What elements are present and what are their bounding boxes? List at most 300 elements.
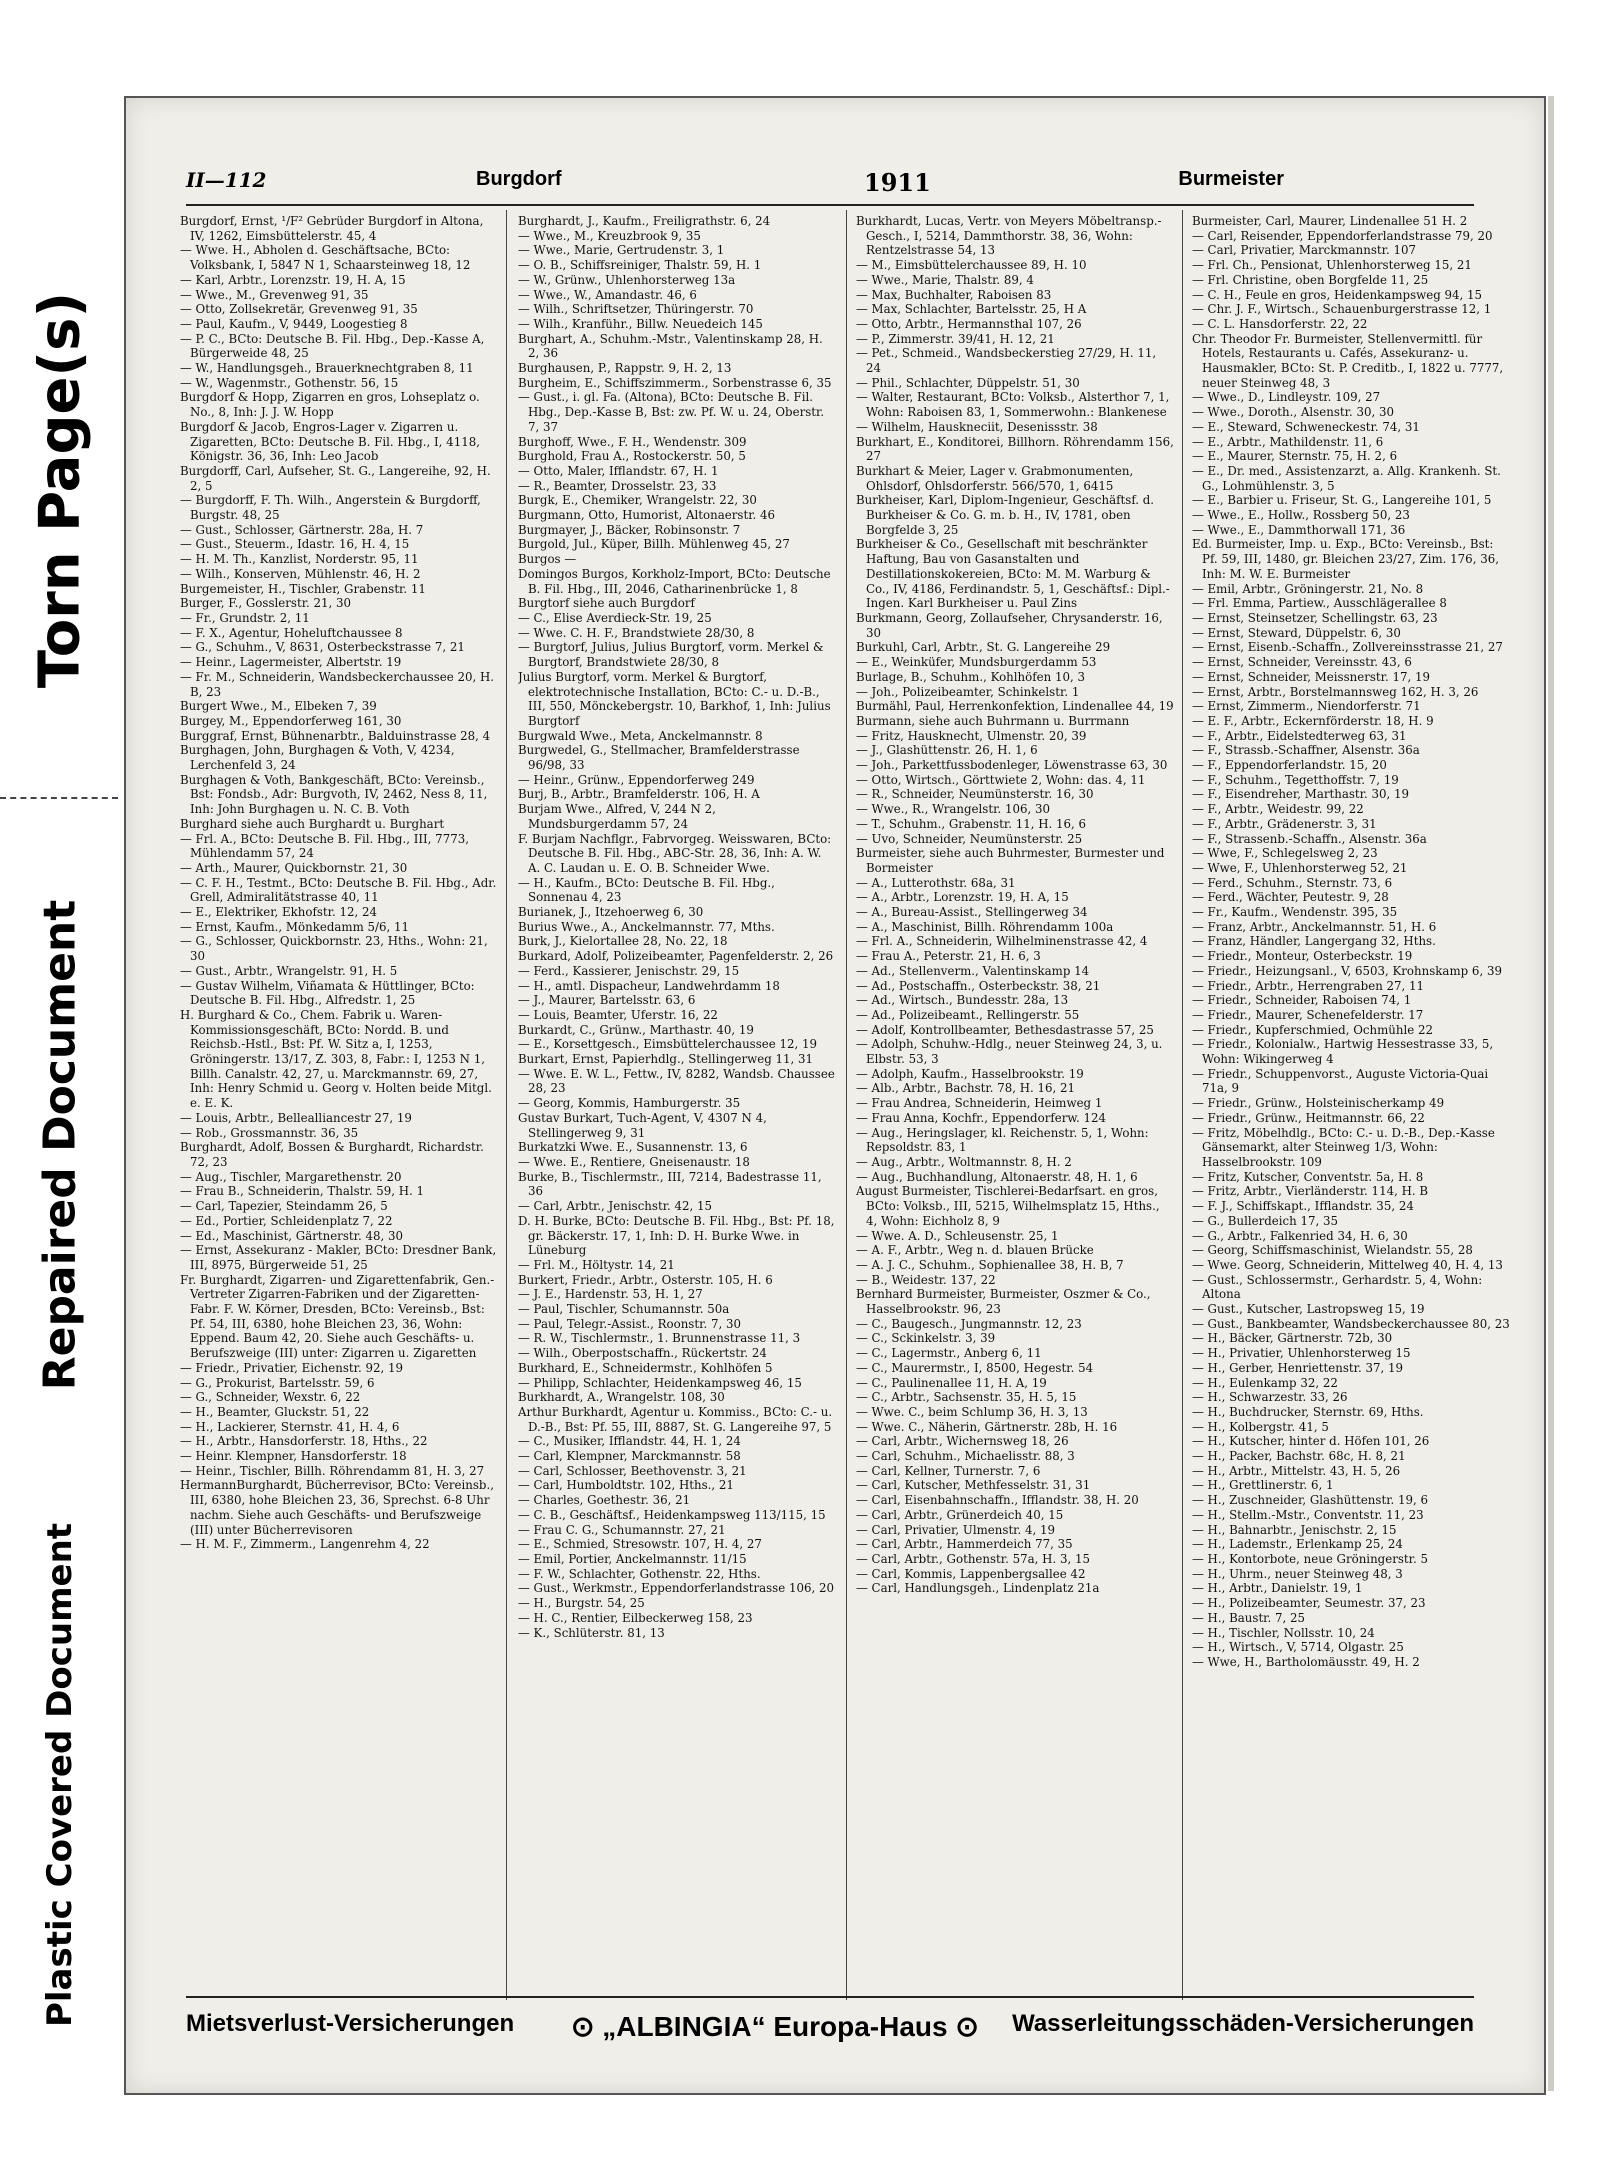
directory-entry: — H., Arbtr., Danielstr. 19, 1 — [1192, 1581, 1363, 1596]
directory-entry: Burgdorf, Ernst, ¹/F² Gebrüder Burgdorf in Altona, IV, 1262, Eimsbüttelerstr. 45, 4 — [180, 214, 484, 243]
directory-entry: — P., Zimmerstr. 39/41, H. 12, 21 — [856, 331, 1055, 346]
directory-entry: — Friedr., Privatier, Eichenstr. 92, 19 — [180, 1360, 403, 1375]
directory-entry: — H., Lackierer, Sternstr. 41, H. 4, 6 — [180, 1419, 400, 1434]
directory-entry: — Karl, Arbtr., Lorenzstr. 19, H. A, 15 — [180, 272, 406, 287]
directory-entry: — C., Lagermstr., Anberg 6, 11 — [856, 1346, 1042, 1361]
directory-entry: — Heinr. Klempner, Hansdorferstr. 18 — [180, 1449, 407, 1464]
directory-entry: Burk, J., Kielortallee 28, No. 22, 18 — [518, 934, 728, 949]
directory-entry: — Chr. J. F., Wirtsch., Schauenburgerstrasse 12, 1 — [1192, 302, 1492, 317]
directory-entry: — Rob., Grossmannstr. 36, 35 — [180, 1125, 359, 1140]
directory-entry: — Emil, Portier, Anckelmannstr. 11/15 — [518, 1551, 747, 1566]
directory-entry: — Heinr., Grünw., Eppendorferweg 249 — [518, 772, 755, 787]
page-number: II—112 — [186, 168, 267, 192]
directory-entry: — H., Wirtsch., V, 5714, Olgastr. 25 — [1192, 1640, 1404, 1655]
directory-entry: Burghausen, P., Rappstr. 9, H. 2, 13 — [518, 361, 732, 376]
footer-rule — [186, 1996, 1474, 1998]
directory-entry: — H., Tischler, Nollsstr. 10, 24 — [1192, 1625, 1375, 1640]
directory-entry: — C., Musiker, Ifflandstr. 44, H. 1, 24 — [518, 1434, 741, 1449]
directory-page — [124, 96, 1546, 2095]
directory-entry: Burgold, Jul., Küper, Billh. Mühlenweg 45, 27 — [518, 537, 790, 552]
directory-entry: — Fritz, Arbtr., Vierländerstr. 114, H. B — [1192, 1184, 1429, 1199]
directory-entry: — Adolf, Kontrollbeamter, Bethesdastrasse 57, 25 — [856, 1022, 1154, 1037]
directory-entry: Burghard siehe auch Burghardt u. Burghart — [180, 816, 445, 831]
directory-entry: — Philipp, Schlachter, Heidenkampsweg 46, 15 — [518, 1375, 802, 1390]
directory-entry: — Carl, Tapezier, Steindamm 26, 5 — [180, 1199, 388, 1214]
directory-entry: — Aug., Heringslager, kl. Reichenstr. 5, 1, Wohn: Repsoldstr. 83, 1 — [856, 1125, 1149, 1155]
directory-entry: Burmeister, Carl, Maurer, Lindenallee 51 H. 2 — [1192, 214, 1468, 228]
directory-entry: Burgdorff, Carl, Aufseher, St. G., Langereihe, 92, H. 2, 5 — [180, 463, 491, 493]
directory-entry: — Charles, Goethestr. 36, 21 — [518, 1493, 691, 1508]
directory-entry: — Carl, Schlosser, Beethovenstr. 3, 21 — [518, 1463, 747, 1478]
directory-entry: — H. M. Th., Kanzlist, Norderstr. 95, 11 — [180, 552, 419, 567]
repaired-document-label: Repaired Document — [34, 899, 86, 1391]
directory-entry: Chr. Theodor Fr. Burmeister, Stellenvermittl. für Hotels, Restaurants u. Cafés, Assekuranz- u. Hausmakler, BCto: St. P. Creditb., I, 1822 u. 7777, neuer Steinweg 48, 3 — [1192, 331, 1504, 390]
directory-entry: — Friedr., Grünw., Heitmannstr. 66, 22 — [1192, 1110, 1425, 1125]
directory-entry: — R. W., Tischlermstr., 1. Brunnenstrasse 11, 3 — [518, 1331, 801, 1346]
directory-entry: Burgos — — [518, 552, 577, 567]
directory-entry: — Friedr., Monteur, Osterbeckstr. 19 — [1192, 949, 1413, 964]
directory-entry: — Fritz, Hausknecht, Ulmenstr. 20, 39 — [856, 728, 1087, 743]
directory-entry: Burjam Wwe., Alfred, V, 244 N 2, Mundsburgerdamm 57, 24 — [518, 802, 716, 831]
directory-entry: — Alb., Arbtr., Bachstr. 78, H. 16, 21 — [856, 1081, 1076, 1096]
directory-column-2 — [518, 214, 836, 2074]
directory-entry: — J., Maurer, Bartelsstr. 63, 6 — [518, 993, 696, 1008]
directory-entry: — Ferd., Kassierer, Jenischstr. 29, 15 — [518, 963, 740, 978]
directory-entry: Burkart, Ernst, Papierhdlg., Stellingerweg 11, 31 — [518, 1052, 814, 1067]
directory-entry: Burgmann, Otto, Humorist, Altonaerstr. 46 — [518, 508, 776, 523]
directory-entry: — F., Eppendorferlandstr. 15, 20 — [1192, 758, 1387, 773]
directory-entry: — Friedr., Maurer, Schenefelderstr. 17 — [1192, 1007, 1424, 1022]
directory-entry: — Carl, Privatier, Marckmannstr. 107 — [1192, 243, 1416, 258]
directory-entry: — A., Lutterothstr. 68a, 31 — [856, 875, 1016, 890]
directory-entry: Burghart, A., Schuhm.-Mstr., Valentinskamp 28, H. 2, 36 — [518, 331, 823, 361]
directory-entry: — Ernst, Steinsetzer, Schellingstr. 63, 23 — [1192, 610, 1438, 625]
directory-entry: — Ad., Polizeibeamt., Rellingerstr. 55 — [856, 1007, 1080, 1022]
directory-entry: — Aug., Arbtr., Woltmannstr. 8, H. 2 — [856, 1155, 1072, 1169]
directory-entry: — Wwe. E., Rentiere, Gneisenaustr. 18 — [518, 1155, 750, 1169]
directory-entry: — P. C., BCto: Deutsche B. Fil. Hbg., Dep.-Kasse A, Bürgerweide 48, 25 — [180, 331, 485, 361]
directory-entry: — Wwe., Marie, Thalstr. 89, 4 — [856, 272, 1034, 287]
directory-entry: — H., amtl. Dispacheur, Landwehrdamm 18 — [518, 978, 780, 993]
directory-entry: — H., Buchdrucker, Sternstr. 69, Hths. — [1192, 1404, 1424, 1419]
directory-entry: — J. E., Hardenstr. 53, H. 1, 27 — [518, 1287, 703, 1302]
directory-entry: Burkhart, E., Konditorei, Billhorn. Röhrendamm 156, 27 — [856, 434, 1174, 464]
directory-entry: — F. X., Agentur, Hoheluftchaussee 8 — [180, 625, 403, 640]
directory-entry: — Frau Andrea, Schneiderin, Heimweg 1 — [856, 1096, 1103, 1111]
directory-entry: Burkhard, E., Schneidermstr., Kohlhöfen 5 — [518, 1360, 773, 1375]
directory-entry: — H., Eulenkamp 32, 22 — [1192, 1375, 1338, 1390]
directory-entry: — Carl, Kellner, Turnerstr. 7, 6 — [856, 1463, 1041, 1478]
directory-entry: Burkhardt, A., Wrangelstr. 108, 30 — [518, 1390, 725, 1405]
directory-entry: — G., Bullerdeich 17, 35 — [1192, 1213, 1339, 1228]
directory-entry: — Franz, Arbtr., Anckelmannstr. 51, H. 6 — [1192, 919, 1437, 934]
directory-entry: — E., Dr. med., Assistenzarzt, a. Allg. Krankenh. St. G., Lohmühlenstr. 3, 5 — [1192, 463, 1501, 493]
directory-entry: — Frau B., Schneiderin, Thalstr. 59, H. 1 — [180, 1184, 425, 1199]
directory-entry: — C., Paulinenallee 11, H. A, 19 — [856, 1375, 1047, 1390]
directory-entry: Julius Burgtorf, vorm. Merkel & Burgtorf, elektrotechnische Installation, BCto: C.- u. D.-B., III, 550, Mönckebergstr. 10, Barkhof, 1, Inh: Julius Burgtorf — [518, 669, 831, 728]
directory-entry: — Wwe, F., Uhlenhorsterweg 52, 21 — [1192, 860, 1408, 875]
directory-entry: Burgert Wwe., M., Elbeken 7, 39 — [180, 699, 377, 714]
directory-entry: — Franz, Händler, Langergang 32, Hths. — [1192, 934, 1436, 949]
directory-entry: — Fr., Kaufm., Wendenstr. 395, 35 — [1192, 905, 1398, 920]
directory-entry: — Max, Buchhalter, Raboisen 83 — [856, 287, 1052, 302]
directory-entry: — Wwe, F., Schlegelsweg 2, 23 — [1192, 846, 1378, 861]
directory-entry: — F., Arbtr., Grädenerstr. 3, 31 — [1192, 816, 1377, 831]
directory-entry: — Carl, Kommis, Lappenbergsallee 42 — [856, 1566, 1086, 1581]
directory-entry: Burgk, E., Chemiker, Wrangelstr. 22, 30 — [518, 493, 757, 508]
directory-entry: D. H. Burke, BCto: Deutsche B. Fil. Hbg., Bst: Pf. 18, gr. Bäckerstr. 17, 1, Inh: D. H. Burke Wwe. in Lüneburg — [518, 1213, 835, 1258]
directory-entry: Fr. Burghardt, Zigarren- und Zigarettenfabrik, Gen.-Vertreter Zigarren-Fabriken und der Zigaretten-Fabr. F. W. Körner, Dresden, BCto: Vereinsb., Bst: Pf. 54, III, 6380, hohe Bleichen 23, 36, Wohn: Eppend. Baum 42, 20. Siehe auch Geschäfts- u. Berufszweige (III) unter: Zigarren u. Zigaretten — [180, 1272, 495, 1361]
directory-entry: — Aug., Tischler, Margarethenstr. 20 — [180, 1169, 402, 1184]
page-edge — [1548, 96, 1554, 2091]
directory-entry: — Ernst, Schneider, Vereinsstr. 43, 6 — [1192, 655, 1412, 670]
directory-entry: — M., Eimsbüttelerchaussee 89, H. 10 — [856, 258, 1087, 273]
directory-column-4 — [1192, 214, 1510, 2074]
directory-entry: — E., Arbtr., Mathildenstr. 11, 6 — [1192, 434, 1384, 449]
directory-entry: — Frl. Ch., Pensionat, Uhlenhorsterweg 15, 21 — [1192, 258, 1472, 273]
directory-entry: — H., Kutscher, hinter d. Höfen 101, 26 — [1192, 1434, 1430, 1449]
directory-entry: — Adolph, Schuhw.-Hdlg., neuer Steinweg 24, 3, u. Elbstr. 53, 3 — [856, 1037, 1163, 1067]
header-last-entry: Burmeister — [1178, 168, 1284, 190]
directory-entry: — G., Schuhm., V, 8631, Osterbeckstrasse 7, 21 — [180, 640, 465, 655]
directory-entry: Burghagen, John, Burghagen & Voth, V, 4234, Lerchenfeld 3, 24 — [180, 743, 455, 773]
directory-entry: — C. H., Feule en gros, Heidenkampsweg 94, 15 — [1192, 287, 1483, 302]
footer-ad-right: Wasserleitungsschäden-Versicherungen — [1012, 2010, 1474, 2037]
directory-entry: HermannBurghardt, Bücherrevisor, BCto: Vereinsb., III, 6380, hohe Bleichen 23, 36, Sprechst. 6-8 Uhr nachm. Siehe auch Geschäfts- und Berufszweige (III) unter Bücherrevisoren — [180, 1478, 494, 1537]
directory-entry: Burgdorf & Hopp, Zigarren en gros, Lohseplatz o. No., 8, Inh: J. J. W. Hopp — [180, 390, 480, 420]
directory-entry: — E., Elektriker, Ekhofstr. 12, 24 — [180, 905, 378, 920]
directory-entry: — C., Elise Averdieck-Str. 19, 25 — [518, 610, 712, 625]
directory-entry: — K., Schlüterstr. 81, 13 — [518, 1625, 665, 1640]
directory-entry: — Wwe. H., Abholen d. Geschäftsache, BCto: Volksbank, I, 5847 N 1, Schaarsteinweg 18, 12 — [180, 243, 471, 273]
directory-entry: — H., Bahnarbtr., Jenischstr. 2, 15 — [1192, 1522, 1397, 1537]
directory-entry: — Fr. M., Schneiderin, Wandsbeckerchaussee 20, H. B, 23 — [180, 669, 495, 699]
directory-entry: — A. F., Arbtr., Weg n. d. blauen Brücke — [856, 1243, 1094, 1258]
directory-entry: — H., Lademstr., Erlenkamp 25, 24 — [1192, 1537, 1403, 1552]
directory-entry: Burkheiser & Co., Gesellschaft mit beschränkter Haftung, Bau von Gasanstalten und Destillationskokereien, BCto: M. M. Warburg & Co., IV, 4186, Ferdinandstr. 5, 1, Geschäftsf.: Dipl.-Ingen. Karl Burkheiser u. Paul Zins — [856, 537, 1170, 611]
directory-entry: Burgwald Wwe., Meta, Anckelmannstr. 8 — [518, 728, 763, 743]
directory-entry: Ed. Burmeister, Imp. u. Exp., BCto: Vereinsb., Bst: Pf. 59, III, 1480, gr. Bleichen 23/27, Zim. 176, 36, Inh: M. W. E. Burmeister — [1192, 537, 1499, 581]
directory-entry: Burgdorf & Jacob, Engros-Lager v. Zigarren u. Zigaretten, BCto: Deutsche B. Fil. Hbg., I, 4118, Königstr. 36, 36, Inh: Leo Jacob — [180, 419, 480, 464]
directory-entry: — Otto, Zollsekretär, Grevenweg 91, 35 — [180, 302, 418, 317]
directory-entry: — H., Beamter, Gluckstr. 51, 22 — [180, 1404, 370, 1419]
directory-entry: Burke, B., Tischlermstr., III, 7214, Badestrasse 11, 36 — [518, 1169, 822, 1199]
directory-entry: — Paul, Tischler, Schumannstr. 50a — [518, 1302, 730, 1317]
directory-entry: — W., Wagenmstr., Gothenstr. 56, 15 — [180, 375, 399, 390]
directory-entry: — Otto, Maler, Ifflandstr. 67, H. 1 — [518, 463, 719, 478]
directory-entry: — Louis, Beamter, Uferstr. 16, 22 — [518, 1007, 718, 1022]
directory-entry: — C. F. H., Testmt., BCto: Deutsche B. Fil. Hbg., Adr. Grell, Admiralitätstrasse 40, 11 — [180, 875, 497, 905]
directory-entry: — Friedr., Heizungsanl., V, 6503, Krohnskamp 6, 39 — [1192, 963, 1502, 978]
footer-ad-middle: ⊙ „ALBINGIA“ Europa-Haus ⊙ — [571, 2011, 979, 2042]
directory-entry: — Wwe., M., Grevenweg 91, 35 — [180, 287, 369, 302]
directory-entry: Burgemeister, H., Tischler, Grabenstr. 11 — [180, 581, 426, 596]
directory-entry: — Gustav Wilhelm, Viñamata & Hüttlinger, BCto: Deutsche B. Fil. Hbg., Alfredstr. 1, 25 — [180, 978, 475, 1008]
directory-entry: — Frau Anna, Kochfr., Eppendorferw. 124 — [856, 1110, 1107, 1125]
column-rule — [506, 210, 507, 2000]
directory-entry: Burggraf, Ernst, Bühnenarbtr., Balduinstrasse 28, 4 — [180, 728, 491, 743]
directory-entry: — Ernst, Assekuranz - Makler, BCto: Dresdner Bank, III, 8975, Bürgerweide 51, 25 — [180, 1243, 497, 1272]
directory-entry: — Wwe., W., Amandastr. 46, 6 — [518, 287, 697, 302]
directory-entry: — H., Kontorbote, neue Gröningerstr. 5 — [1192, 1551, 1428, 1566]
column-rule — [1182, 210, 1183, 2000]
directory-entry: — G., Prokurist, Bartelsstr. 59, 6 — [180, 1375, 375, 1390]
directory-entry: — Uvo, Schneider, Neumünsterstr. 25 — [856, 831, 1083, 846]
directory-entry: — Gust., Bankbeamter, Wandsbeckerchaussee 80, 23 — [1192, 1316, 1510, 1331]
directory-entry: — G., Schneider, Wexstr. 6, 22 — [180, 1390, 361, 1405]
directory-entry: Arthur Burkhardt, Agentur u. Kommiss., BCto: C.- u. D.-B., Bst: Pf. 55, III, 8887, St. G. Langereihe 97, 5 — [518, 1404, 833, 1434]
directory-entry: — Gust., Kutscher, Lastropsweg 15, 19 — [1192, 1302, 1425, 1317]
directory-entry: — H., Kaufm., BCto: Deutsche B. Fil. Hbg., Sonnenau 4, 23 — [518, 875, 775, 905]
directory-entry: — Ernst, Arbtr., Borstelmannsweg 162, H. 3, 26 — [1192, 684, 1479, 699]
directory-entry: — Louis, Arbtr., Bellealliancestr 27, 19 — [180, 1110, 412, 1125]
directory-entry: — Frl. A., BCto: Deutsche B. Fil. Hbg., III, 7773, Mühlendamm 57, 24 — [180, 831, 469, 861]
directory-entry: — Wwe., R., Wrangelstr. 106, 30 — [856, 802, 1050, 817]
directory-entry: — C., Baugesch., Jungmannstr. 12, 23 — [856, 1316, 1082, 1331]
directory-entry: — Paul, Telegr.-Assist., Roonstr. 7, 30 — [518, 1316, 741, 1331]
directory-entry: Burgwedel, G., Stellmacher, Bramfelderstrasse 96/98, 33 — [518, 743, 800, 773]
directory-entry: — Wwe. C., beim Schlump 36, H. 3, 13 — [856, 1404, 1088, 1419]
directory-entry: — Joh., Polizeibeamter, Schinkelstr. 1 — [856, 684, 1080, 699]
directory-entry: Burghoff, Wwe., F. H., Wendenstr. 309 — [518, 434, 747, 449]
sidebar-divider — [0, 797, 118, 799]
directory-entry: — Heinr., Lagermeister, Albertstr. 19 — [180, 655, 402, 670]
directory-entry: — F., Arbtr., Weidestr. 99, 22 — [1192, 802, 1364, 817]
directory-entry: — Ad., Wirtsch., Bundesstr. 28a, 13 — [856, 993, 1069, 1008]
directory-entry: — H., Schwarzestr. 33, 26 — [1192, 1390, 1348, 1405]
directory-entry: — Carl, Humboldtstr. 102, Hths., 21 — [518, 1478, 734, 1493]
directory-entry: Burgheim, E., Schiffszimmerm., Sorbenstrasse 6, 35 — [518, 375, 832, 390]
column-rule — [846, 210, 847, 2000]
directory-entry: — Gust., Schlossermstr., Gerhardstr. 5, 4, Wohn: Altona — [1192, 1272, 1483, 1302]
directory-entry: — Carl, Klempner, Marckmannstr. 58 — [518, 1449, 741, 1464]
directory-entry: — Frl. A., Schneiderin, Wilhelminenstrasse 42, 4 — [856, 934, 1148, 949]
directory-entry: — Wwe, H., Bartholomäusstr. 49, H. 2 — [1192, 1654, 1420, 1669]
directory-entry: — Wwe. C., Näherin, Gärtnerstr. 28b, H. 16 — [856, 1419, 1118, 1434]
directory-entry: — F., Eisendreher, Marthastr. 30, 19 — [1192, 787, 1410, 802]
directory-entry: — Ad., Postschaffn., Osterbeckstr. 38, 21 — [856, 978, 1101, 993]
directory-entry: — E. F., Arbtr., Eckernförderstr. 18, H. 9 — [1192, 713, 1434, 728]
directory-entry: — Friedr., Arbtr., Herrengraben 27, 11 — [1192, 978, 1425, 993]
directory-entry: — H., Privatier, Uhlenhorsterweg 15 — [1192, 1346, 1411, 1361]
directory-entry: — Carl, Privatier, Ulmenstr. 4, 19 — [856, 1522, 1056, 1537]
directory-entry: — Carl, Kutscher, Methfesselstr. 31, 31 — [856, 1478, 1091, 1493]
directory-entry: — Fritz, Möbelhdlg., BCto: C.- u. D.-B., Dep.-Kasse Gänsemarkt, alter Steinweg 1/3, Wohn: Hasselbrookstr. 109 — [1192, 1125, 1495, 1169]
directory-entry: Burkardt, C., Grünw., Marthastr. 40, 19 — [518, 1022, 754, 1037]
directory-entry: — Heinr., Tischler, Billh. Röhrendamm 81, H. 3, 27 — [180, 1463, 485, 1478]
directory-entry: — J., Glashüttenstr. 26, H. 1, 6 — [856, 743, 1038, 758]
directory-entry: — F., Arbtr., Eidelstedterweg 63, 31 — [1192, 728, 1407, 743]
directory-entry: — Gust., i. gl. Fa. (Altona), BCto: Deutsche B. Fil. Hbg., Dep.-Kasse B, Bst: zw. Pf. W. u. 24, Oberstr. 7, 37 — [518, 390, 825, 434]
directory-entry: — Ernst, Eisenb.-Schaffn., Zollvereinsstrasse 21, 27 — [1192, 640, 1503, 655]
directory-entry: — C. L. Hansdorferstr. 22, 22 — [1192, 316, 1368, 331]
directory-entry: Burkatzki Wwe. E., Susannenstr. 13, 6 — [518, 1140, 748, 1155]
directory-entry: — Friedr., Kolonialw., Hartwig Hessestrasse 33, 5, Wohn: Wikingerweg 4 — [1192, 1037, 1494, 1067]
directory-entry: — Ed., Portier, Schleidenplatz 7, 22 — [180, 1213, 393, 1228]
header-first-entry: Burgdorf — [476, 168, 562, 190]
directory-entry: Burghagen & Voth, Bankgeschäft, BCto: Vereinsb., Bst: Fondsb., Adr: Burgvoth, IV, 2462, Ness 8, 11, Inh: John Burghagen u. N. C. B. Voth — [180, 772, 488, 817]
directory-entry: — Phil., Schlachter, Düppelstr. 51, 30 — [856, 375, 1080, 390]
directory-entry: — E., Korsettgesch., Eimsbüttelerchaussee 12, 19 — [518, 1037, 818, 1052]
directory-entry: — Frau A., Peterstr. 21, H. 6, 3 — [856, 949, 1041, 964]
directory-entry: — Gust., Arbtr., Wrangelstr. 91, H. 5 — [180, 963, 398, 978]
directory-entry: Burghold, Frau A., Rostockerstr. 50, 5 — [518, 449, 746, 464]
directory-entry: — Carl, Reisender, Eppendorferlandstrasse 79, 20 — [1192, 228, 1493, 243]
directory-entry: — Friedr., Kupferschmied, Ochmühle 22 — [1192, 1022, 1433, 1037]
directory-entry: — Frau C. G., Schumannstr. 27, 21 — [518, 1522, 726, 1537]
directory-entry: — B., Weidestr. 137, 22 — [856, 1272, 996, 1287]
directory-entry: — C., Sckinkelstr. 3, 39 — [856, 1331, 996, 1346]
directory-entry: — C. B., Geschäftsf., Heidenkampsweg 113/115, 15 — [518, 1507, 826, 1522]
directory-entry: — R., Beamter, Drosselstr. 23, 33 — [518, 478, 717, 493]
directory-entry: — H., Zuschneider, Glashüttenstr. 19, 6 — [1192, 1493, 1429, 1508]
directory-entry: — Carl, Eisenbahnschaffn., Ifflandstr. 38, H. 20 — [856, 1493, 1139, 1508]
directory-entry: — Carl, Arbtr., Jenischstr. 42, 15 — [518, 1199, 713, 1214]
directory-entry: — Max, Schlachter, Bartelsstr. 25, H A — [856, 302, 1087, 317]
directory-entry: — A. J. C., Schuhm., Sophienallee 38, H. B, 7 — [856, 1257, 1124, 1272]
directory-entry: — Carl, Arbtr., Grünerdeich 40, 15 — [856, 1507, 1064, 1522]
directory-entry: — Emil, Arbtr., Gröningerstr. 21, No. 8 — [1192, 581, 1424, 596]
directory-entry: — Carl, Arbtr., Hammerdeich 77, 35 — [856, 1537, 1073, 1552]
directory-entry: Burghardt, J., Kaufm., Freiligrathstr. 6, 24 — [518, 214, 771, 228]
directory-entry: — E., Barbier u. Friseur, St. G., Langereihe 101, 5 — [1192, 493, 1492, 508]
directory-entry: — Wilh., Konserven, Mühlenstr. 46, H. 2 — [180, 566, 421, 581]
directory-entry: — Frl. Christine, oben Borgfelde 11, 25 — [1192, 272, 1429, 287]
directory-entry: — Fr., Grundstr. 2, 11 — [180, 610, 310, 625]
directory-entry: Burlage, B., Schuhm., Kohlhöfen 10, 3 — [856, 669, 1085, 684]
directory-entry: — E., Maurer, Sternstr. 75, H. 2, 6 — [1192, 449, 1398, 464]
directory-entry: Burghardt, Adolf, Bossen & Burghardt, Richardstr. 72, 23 — [180, 1140, 484, 1169]
directory-entry: Burkuhl, Carl, Arbtr., St. G. Langereihe 29 — [856, 640, 1111, 655]
directory-entry: — Pet., Schmeid., Wandsbeckerstieg 27/29, H. 11, 24 — [856, 346, 1157, 376]
directory-entry: Burkhart & Meier, Lager v. Grabmonumenten, Ohlsdorf, Ohlsdorferstr. 566/570, 1, 6415 — [856, 463, 1134, 493]
directory-entry: H. Burghard & Co., Chem. Fabrik u. Waren-Kommissionsgeschäft, BCto: Nordd. B. und Reichsb.-Hstl., Bst: Pf. W. Sitz a, I, 1253, Gröningerstr. 13/17, Z. 303, 8, Fabr.: I, 1253 N 1, Billh. Canalstr. 42, 27, u. Marckmannstr. 69, 27, Inh: Henry Schmid u. Georg v. Holten beide Mitgl. e. E. K. — [180, 1007, 492, 1111]
directory-entry: — Ernst, Zimmerm., Niendorferstr. 71 — [1192, 699, 1421, 714]
directory-entry: — F. W., Schlachter, Gothenstr. 22, Hths. — [518, 1566, 761, 1581]
directory-entry: — H., Bäcker, Gärtnerstr. 72b, 30 — [1192, 1331, 1393, 1346]
directory-entry: Burgey, M., Eppendorferweg 161, 30 — [180, 713, 402, 728]
directory-entry: Bernhard Burmeister, Burmeister, Oszmer & Co., Hasselbrookstr. 96, 23 — [856, 1287, 1151, 1317]
directory-entry: — Ferd., Schuhm., Sternstr. 73, 6 — [1192, 875, 1393, 890]
directory-entry: Burj, B., Arbtr., Bramfelderstr. 106, H. A — [518, 787, 760, 802]
directory-entry: — H., Kolbergstr. 41, 5 — [1192, 1419, 1329, 1434]
directory-entry: Burianek, J., Itzehoerweg 6, 30 — [518, 905, 704, 920]
directory-entry: Burkard, Adolf, Polizeibeamter, Pagenfelderstr. 2, 26 — [518, 949, 834, 964]
directory-entry: — T., Schuhm., Grabenstr. 11, H. 16, 6 — [856, 816, 1087, 831]
directory-entry: — Aug., Buchhandlung, Altonaerstr. 48, H. 1, 6 — [856, 1169, 1138, 1184]
directory-entry: Burmann, siehe auch Buhrmann u. Burrmann — [856, 713, 1130, 728]
directory-entry: — Otto, Arbtr., Hermannsthal 107, 26 — [856, 316, 1082, 331]
directory-entry: — Fritz, Kutscher, Conventstr. 5a, H. 8 — [1192, 1169, 1424, 1184]
directory-entry: — Gust., Steuerm., Idastr. 16, H. 4, 15 — [180, 537, 410, 552]
directory-entry: — Burgdorff, F. Th. Wilh., Angerstein & Burgdorff, Burgstr. 48, 25 — [180, 493, 481, 523]
directory-entry: — Ernst, Kaufm., Mönkedamm 5/6, 11 — [180, 919, 410, 934]
directory-entry: — Joh., Parkettfussbodenleger, Löwenstrasse 63, 30 — [856, 758, 1168, 773]
directory-entry: — H., Grettlinerstr. 6, 1 — [1192, 1478, 1334, 1493]
plastic-covered-label: Plastic Covered Document — [40, 1522, 80, 2028]
directory-entry: — Wwe. A. D., Schleusenstr. 25, 1 — [856, 1228, 1059, 1243]
directory-entry: — W., Grünw., Uhlenhorsterweg 13a — [518, 272, 736, 287]
footer-ad-left: Mietsverlust-Versicherungen — [186, 2010, 515, 2037]
directory-entry: — Gust., Werkmstr., Eppendorferlandstrasse 106, 20 — [518, 1581, 834, 1596]
directory-entry: — Friedr., Schuppenvorst., Auguste Victoria-Quai 71a, 9 — [1192, 1066, 1489, 1096]
directory-entry: — Ferd., Wächter, Peutestr. 9, 28 — [1192, 890, 1389, 905]
directory-entry: — Carl, Arbtr., Gothenstr. 57a, H. 3, 15 — [856, 1551, 1090, 1566]
directory-entry: Burmeister, siehe auch Buhrmester, Burmester und Bormeister — [856, 846, 1165, 875]
directory-entry: — G., Schlosser, Quickbornstr. 23, Hths., Wohn: 21, 30 — [180, 934, 488, 964]
directory-entry: — Wwe., E., Dammthorwall 171, 36 — [1192, 522, 1406, 537]
directory-entry: — H. C., Rentier, Eilbeckerweg 158, 23 — [518, 1610, 753, 1625]
directory-entry: — Burgtorf, Julius, Julius Burgtorf, vorm. Merkel & Burgtorf, Brandstwiete 28/30, 8 — [518, 640, 824, 670]
directory-entry: — Wwe. Georg, Schneiderin, Mittelweg 40, H. 4, 13 — [1192, 1257, 1503, 1272]
directory-entry: — Walter, Restaurant, BCto: Volksb., Alsterthor 7, 1, Wohn: Raboisen 83, 1, Sommerwohn.: Blankenese — [856, 390, 1170, 420]
directory-entry: Burgtorf siehe auch Burgdorf — [518, 596, 695, 611]
directory-entry: — Wilh., Oberpostschaffn., Rückertstr. 24 — [518, 1346, 767, 1361]
directory-entry: — A., Bureau-Assist., Stellingerweg 34 — [856, 905, 1088, 920]
directory-entry: — Wwe. C. H. F., Brandstwiete 28/30, 8 — [518, 625, 755, 640]
directory-entry: — C., Arbtr., Sachsenstr. 35, H. 5, 15 — [856, 1390, 1077, 1405]
advertisement-footer — [186, 2010, 1474, 2050]
directory-entry: — H., Baustr. 7, 25 — [1192, 1610, 1306, 1625]
directory-entry: — Ed., Maschinist, Gärtnerstr. 48, 30 — [180, 1228, 403, 1243]
directory-entry: — F., Schuhm., Tegetthoffstr. 7, 19 — [1192, 772, 1399, 787]
directory-entry: — H., Gerber, Henriettenstr. 37, 19 — [1192, 1360, 1403, 1375]
directory-entry: — Wilh., Schriftsetzer, Thüringerstr. 70 — [518, 302, 754, 317]
directory-entry: — Frl. M., Höltystr. 14, 21 — [518, 1257, 675, 1272]
directory-entry: Gustav Burkart, Tuch-Agent, V, 4307 N 4, Stellingerweg 9, 31 — [518, 1110, 767, 1140]
directory-entry: Burkhardt, Lucas, Vertr. von Meyers Möbeltransp.-Gesch., I, 5214, Dammthorstr. 38, 36, Wohn: Rentzelstrasse 54, 13 — [856, 214, 1162, 258]
directory-entry: — E., Weinküfer, Mundsburgerdamm 53 — [856, 655, 1097, 670]
directory-entry: — Ad., Stellenverm., Valentinskamp 14 — [856, 963, 1090, 978]
directory-entry: Burkmann, Georg, Zollaufseher, Chrysanderstr. 16, 30 — [856, 610, 1163, 640]
directory-entry: — Georg, Schiffsmaschinist, Wielandstr. 55, 28 — [1192, 1243, 1473, 1258]
directory-entry: — Wwe., D., Lindleystr. 109, 27 — [1192, 390, 1381, 405]
directory-entry: — R., Schneider, Neumünsterstr. 16, 30 — [856, 787, 1094, 802]
directory-entry: — F., Strassb.-Schaffner, Alsenstr. 36a — [1192, 743, 1420, 758]
directory-entry: Burgmayer, J., Bäcker, Robinsonstr. 7 — [518, 522, 741, 537]
directory-entry: — O. B., Schiffsreiniger, Thalstr. 59, H. 1 — [518, 258, 762, 273]
directory-entry: — Carl, Schuhm., Michaelisstr. 88, 3 — [856, 1449, 1075, 1464]
directory-entry: — H., Arbtr., Mittelstr. 43, H. 5, 26 — [1192, 1463, 1401, 1478]
directory-entry: Burmähl, Paul, Herrenkonfektion, Lindenallee 44, 19 — [856, 699, 1174, 714]
directory-entry: F. Burjam Nachflgr., Fabrvorgeg. Weisswaren, BCto: Deutsche B. Fil. Hbg., ABC-Str. 28, 36, Inh: A. W. A. C. Laudan u. E. O. B. Schneider Wwe. — [518, 831, 832, 875]
directory-entry: — Wwe., M., Kreuzbrook 9, 35 — [518, 228, 701, 243]
directory-entry: — H., Stellm.-Mstr., Conventstr. 11, 23 — [1192, 1507, 1424, 1522]
directory-entry: — Otto, Wirtsch., Görttwiete 2, Wohn: das. 4, 11 — [856, 772, 1146, 787]
directory-entry: — Wilhelm, Hauskneciit, Desenissstr. 38 — [856, 419, 1098, 434]
directory-entry: — Wilh., Kranführ., Billw. Neuedeich 145 — [518, 316, 763, 331]
directory-entry: — H., Burgstr. 54, 25 — [518, 1596, 645, 1611]
directory-entry: August Burmeister, Tischlerei-Bedarfsart. en gros, BCto: Volksb., III, 5215, Wilhelmsplatz 15, Hths., 4, Wohn: Eichholz 8, 9 — [856, 1184, 1160, 1228]
directory-entry: — Adolph, Kaufm., Hasselbrookstr. 19 — [856, 1066, 1084, 1081]
directory-entry: — Carl, Handlungsgeh., Lindenplatz 21a — [856, 1581, 1100, 1596]
directory-entry: — F. J., Schiffskapt., Ifflandstr. 35, 24 — [1192, 1199, 1414, 1214]
directory-column-3 — [856, 214, 1174, 2074]
directory-entry: — Wwe., Marie, Gertrudenstr. 3, 1 — [518, 243, 725, 258]
directory-entry: — A., Arbtr., Lorenzstr. 19, H. A, 15 — [856, 890, 1069, 905]
directory-entry: — Friedr., Grünw., Holsteinischerkamp 49 — [1192, 1096, 1445, 1111]
directory-entry: — Wwe. E. W. L., Fettw., IV, 8282, Wandsb. Chaussee 28, 23 — [518, 1066, 835, 1096]
directory-entry: — Paul, Kaufm., V, 9449, Loogestieg 8 — [180, 316, 408, 331]
directory-column-1 — [180, 214, 498, 2074]
directory-entry: — H., Packer, Bachstr. 68c, H. 8, 21 — [1192, 1449, 1406, 1464]
directory-entry: — W., Handlungsgeh., Brauerknechtgraben 8, 11 — [180, 361, 474, 376]
directory-entry: — Ernst, Schneider, Meissnerstr. 17, 19 — [1192, 669, 1431, 684]
torn-pages-label: Torn Page(s) — [27, 291, 93, 689]
document-condition-sidebar — [0, 0, 118, 2177]
directory-entry: — H., Arbtr., Hansdorferstr. 18, Hths., 22 — [180, 1434, 428, 1449]
directory-entry: — Wwe., Doroth., Alsenstr. 30, 30 — [1192, 405, 1394, 420]
